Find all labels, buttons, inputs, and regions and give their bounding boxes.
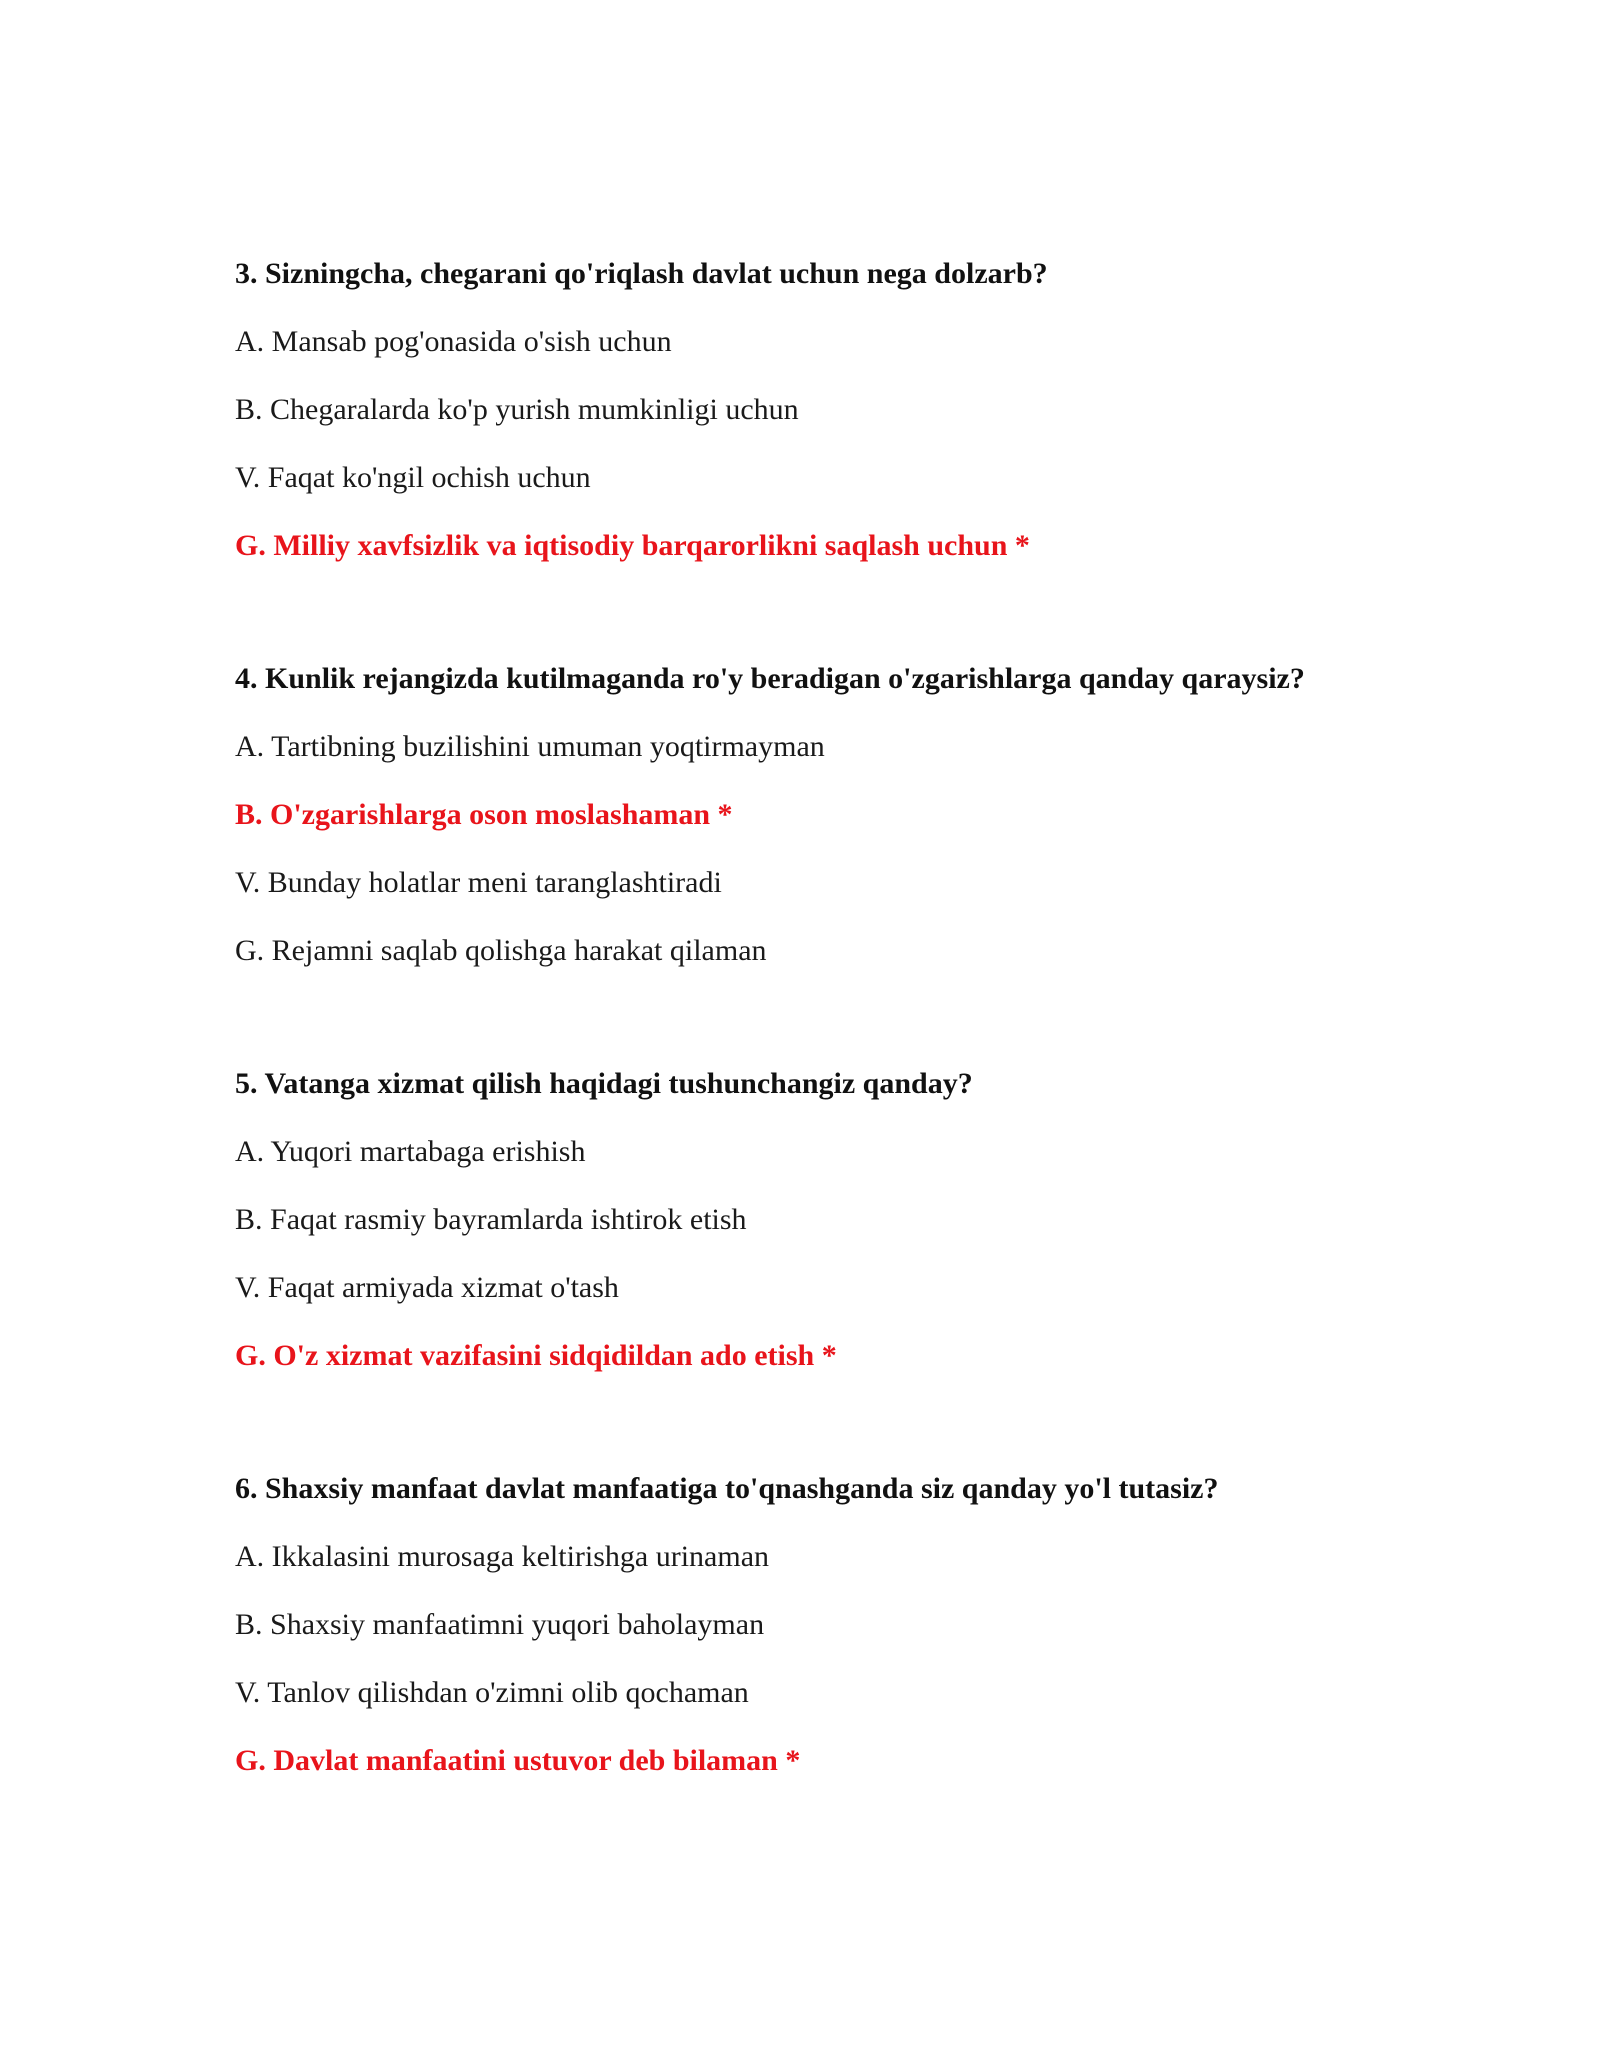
option-a: A. Tartibning buzilishini umuman yoqtirmayman bbox=[235, 730, 825, 763]
question-title: 3. Sizningcha, chegarani qo'riqlash davlat uchun nega dolzarb? bbox=[235, 257, 1048, 290]
option-g-correct-answer: G. Davlat manfaatini ustuvor deb bilaman * bbox=[235, 1744, 801, 1777]
question-3 bbox=[235, 256, 1435, 564]
option-v: V. Tanlov qilishdan o'zimni olib qochaman bbox=[235, 1676, 749, 1709]
question-title: 6. Shaxsiy manfaat davlat manfaatiga to'qnashganda siz qanday yo'l tutasiz? bbox=[235, 1472, 1219, 1505]
option-b-correct-answer: B. O'zgarishlarga oson moslashaman * bbox=[235, 798, 733, 831]
option-b: B. Chegaralarda ko'p yurish mumkinligi uchun bbox=[235, 393, 799, 426]
option-v: V. Faqat armiyada xizmat o'tash bbox=[235, 1271, 619, 1304]
option-v: V. Bunday holatlar meni taranglashtiradi bbox=[235, 866, 722, 899]
option-b: B. Shaxsiy manfaatimni yuqori baholayman bbox=[235, 1608, 765, 1641]
option-g-correct-answer: G. O'z xizmat vazifasini sidqidildan ado etish * bbox=[235, 1339, 837, 1372]
question-title: 4. Kunlik rejangizda kutilmaganda ro'y beradigan o'zgarishlarga qanday qaraysiz? bbox=[235, 662, 1305, 695]
option-a: A. Ikkalasini murosaga keltirishga urinaman bbox=[235, 1540, 770, 1573]
question-5 bbox=[235, 1066, 1435, 1374]
question-4 bbox=[235, 661, 1435, 969]
option-g-correct-answer: G. Milliy xavfsizlik va iqtisodiy barqarorlikni saqlash uchun * bbox=[235, 529, 1030, 562]
question-6 bbox=[235, 1471, 1435, 1779]
option-v: V. Faqat ko'ngil ochish uchun bbox=[235, 461, 591, 494]
option-a: A. Mansab pog'onasida o'sish uchun bbox=[235, 325, 672, 358]
option-g: G. Rejamni saqlab qolishga harakat qilaman bbox=[235, 934, 767, 967]
option-b: B. Faqat rasmiy bayramlarda ishtirok etish bbox=[235, 1203, 747, 1236]
option-a: A. Yuqori martabaga erishish bbox=[235, 1135, 586, 1168]
question-title: 5. Vatanga xizmat qilish haqidagi tushunchangiz qanday? bbox=[235, 1067, 973, 1100]
